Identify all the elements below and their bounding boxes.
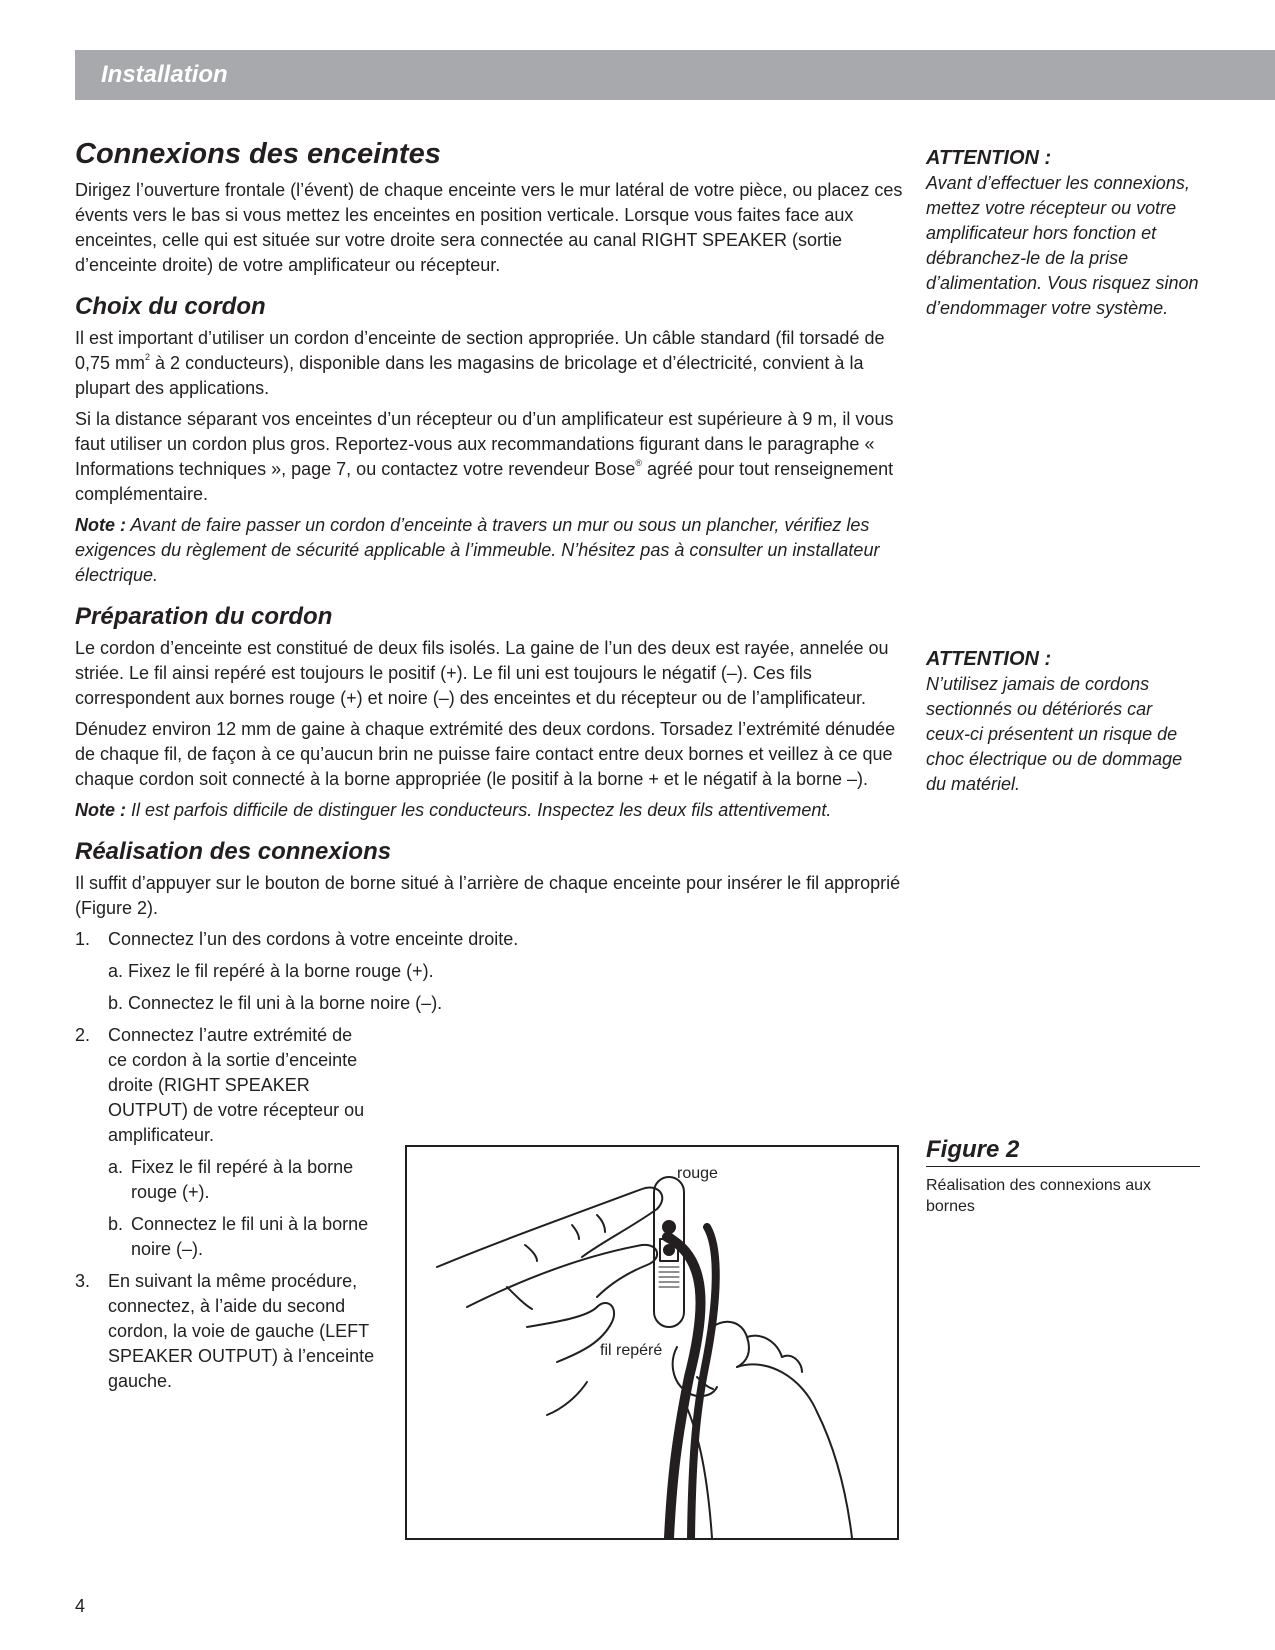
label-fil-repere: fil repéré [600, 1342, 663, 1359]
section-title-realisation: Réalisation des connexions [75, 838, 392, 866]
attention-label: ATTENTION : [926, 648, 1052, 670]
paragraph: Le cordon d’enceinte est constitué de deux fils isolés. La gaine de l’un des deux est rayée, annelée ou striée. Le fil ainsi repéré est toujours le positif (+). Le fil uni est toujours le négatif (–). Ces fils correspondent aux bornes rouge (+) et noire (–) des enceintes et du récepteur ou de l’amplificateur. [75, 638, 889, 709]
section-title-choix: Choix du cordon [75, 293, 266, 321]
list-subitem: b. Connectez le fil uni à la borne noire (–). [108, 993, 443, 1014]
paragraph: Il suffit d’appuyer sur le bouton de borne situé à l’arrière de chaque enceinte pour insérer le fil approprié (Figure 2). [75, 873, 901, 919]
figure-description: Réalisation des connexions aux bornes [926, 1177, 1152, 1215]
header-bar [75, 50, 1275, 100]
attention-text: Avant d’effectuer les connexions, mettez votre récepteur ou votre amplificateur hors fonction et débranchez-le de la prise d’alimentation. Vous risquez sinon d’endommager votre système. [926, 173, 1199, 318]
figure-caption [926, 1136, 1200, 1217]
attention-label: ATTENTION : [926, 147, 1052, 169]
list-subitem: b. Connectez le fil uni à la borne noire (–). [108, 1214, 369, 1260]
page-number: 4 [75, 1596, 86, 1616]
section-title-preparation: Préparation du cordon [75, 603, 333, 631]
paragraph: Dirigez l’ouverture frontale (l’évent) de chaque enceinte vers le mur latéral de votre pièce, ou placez ces évents vers le bas si vous mettez les enceintes en position verticale. Lorsque vous faites face aux enceintes, celle qui est située sur votre droite sera connectée au canal RIGHT SPEAKER (sortie d’enceinte droite) de votre amplificateur ou récepteur. [75, 180, 903, 276]
paragraph: Si la distance séparant vos enceintes d’un récepteur ou d’un amplificateur est supérieure à 9 m, il vous faut utiliser un cordon plus gros. Reportez-vous aux recommandations figurant dans le paragraphe « Informations techniques », page 7, ou contactez votre revendeur Bose® agréé pour tout renseignement complémentaire. [75, 409, 894, 505]
header-title: Installation [101, 61, 228, 88]
figure-title: Figure 2 [926, 1136, 1200, 1167]
list-item: 3. En suivant la même procédure, connectez, à l’aide du second cordon, la voie de gauche (LEFT SPEAKER OUTPUT) à l’enceinte gauche. [75, 1271, 375, 1392]
paragraph: Il est important d’utiliser un cordon d’enceinte de section appropriée. Un câble standard (fil torsadé de 0,75 $mm^2$ à 2 conducteurs), disponible dans les magasins de bricolage et d’électricité, convient à la plupart des applications. [75, 328, 885, 399]
paragraph: Dénudez environ 12 mm de gaine à chaque extrémité des deux cordons. Torsadez l’extrémité dénudée de chaque fil, de façon à ce qu’aucun brin ne puisse faire contact entre deux bornes et veillez à ce que chaque cordon soit connecté à la borne appropriée (le positif à la borne + et le négatif à la borne –). [75, 719, 896, 790]
label-rouge: rouge [677, 1165, 718, 1182]
figure-2-illustration [405, 1145, 899, 1540]
list-subitem: a. Fixez le fil repéré à la borne rouge (+). [108, 1157, 354, 1203]
attention-text: N’utilisez jamais de cordons sectionnés ou détériorés car ceux-ci présentent un risque de choc électrique ou de dommage du matériel. [926, 674, 1183, 794]
note: Note : Avant de faire passer un cordon d’enceinte à travers un mur ou sous un plancher, vérifiez les exigences du règlement de sécurité applicable à l’immeuble. N’hésitez pas à consulter un installateur électrique. [75, 515, 880, 586]
list-subitem: a. Fixez le fil repéré à la borne rouge (+). [108, 961, 434, 982]
section-title-connexions: Connexions des enceintes [75, 138, 441, 170]
attention-box-1 [926, 146, 1201, 321]
attention-box-2 [926, 647, 1201, 797]
list-item: 1. Connectez l’un des cordons à votre enceinte droite. [75, 929, 519, 950]
note: Note : Il est parfois difficile de distinguer les conducteurs. Inspectez les deux fils attentivement. [75, 800, 832, 821]
list-item: 2. Connectez l’autre extrémité de ce cordon à la sortie d’enceinte droite (RIGHT SPEAKER OUTPUT) de votre récepteur ou amplificateur. [75, 1025, 365, 1146]
